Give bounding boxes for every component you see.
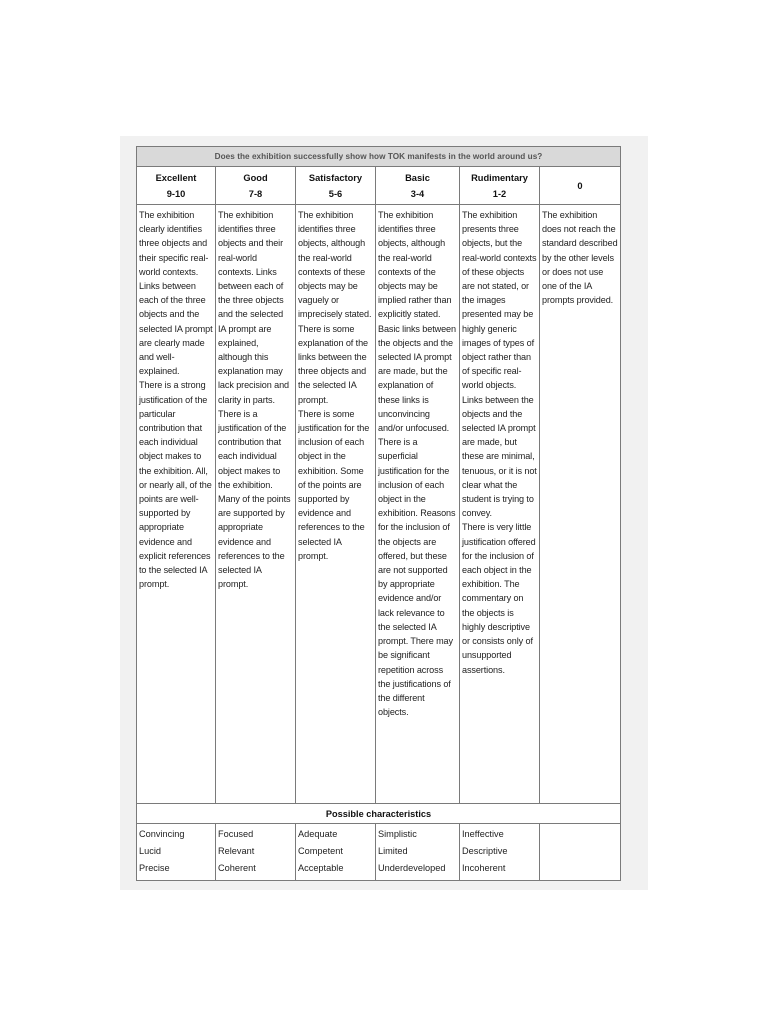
characteristics-row xyxy=(137,824,621,881)
descriptor-paragraph: There is a strong justification of the particular contribution that each individual object makes to the exhibition. All, or nearly all, of the points are well-supported by appropriate evidence and explicit references to the selected IA prompt. xyxy=(139,380,212,590)
descriptor-excellent xyxy=(137,205,216,804)
characteristic-word: Precise xyxy=(139,863,170,874)
characteristic-word: Convincing xyxy=(139,829,185,839)
level-range: 7-8 xyxy=(248,188,263,199)
characteristic-word: Limited xyxy=(378,846,408,857)
descriptor-paragraph: There is some justification for the inclusion of each object in the exhibition. Some of the points are supported by evidence and references to the selected IA prompt. xyxy=(298,408,370,561)
document-sheet xyxy=(120,136,648,890)
characteristic-word: Coherent xyxy=(218,863,256,874)
level-header-good xyxy=(216,167,296,205)
characteristics-basic xyxy=(376,824,460,881)
descriptor-paragraph: There is a justification of the contribution that each individual object makes to the exhibition. Many of the points are supported by appropriate evidence and references to the selected IA prompt. xyxy=(218,408,291,590)
level-name: Excellent xyxy=(155,172,197,183)
level-header-row xyxy=(137,167,621,205)
level-header-satisfactory xyxy=(296,167,376,205)
characteristic-word: Lucid xyxy=(139,846,161,857)
characteristic-word: Descriptive xyxy=(462,846,508,857)
possible-characteristics-heading: Possible characteristics xyxy=(137,804,621,824)
characteristics-good xyxy=(216,824,296,881)
characteristic-word: Adequate xyxy=(298,829,338,839)
possible-characteristics-row xyxy=(137,804,621,824)
descriptor-rudimentary xyxy=(460,205,540,804)
level-header-rudimentary xyxy=(460,167,540,205)
level-name: Basic xyxy=(405,172,430,183)
level-range: 3-4 xyxy=(410,188,425,199)
characteristics-excellent xyxy=(137,824,216,881)
characteristics-zero xyxy=(540,824,621,881)
characteristic-word: Focused xyxy=(218,829,254,839)
characteristics-satisfactory xyxy=(296,824,376,881)
level-range: 1-2 xyxy=(492,188,507,199)
descriptor-paragraph: The exhibition clearly identifies three objects and their specific real-world contexts. Links between each of the three objects and the selected IA prompt are clearly made and well-explained. xyxy=(139,210,213,377)
level-name: Satisfactory xyxy=(308,172,363,183)
level-header-basic xyxy=(376,167,460,205)
level-header-zero xyxy=(540,167,621,205)
descriptor-paragraph: The exhibition identifies three objects, although the real-world contexts of the objects may be implied rather than explicitly stated. Basic links between the objects and the selected IA prompt are made, but the explanation of these links is unconvincing and/or unfocused. xyxy=(378,210,456,434)
characteristic-word: Competent xyxy=(298,846,343,857)
descriptor-zero xyxy=(540,205,621,804)
descriptor-paragraph: The exhibition presents three objects, but the real-world contexts of these objects are not stated, or the images presented may be highly generic images of types of object rather than of specific real-world objects. Links between the objects and the selected IA prompt are made, but these are minimal, tenuous, or it is not clear what the student is trying to convey. xyxy=(462,210,537,519)
characteristics-rudimentary xyxy=(460,824,540,881)
descriptor-good xyxy=(216,205,296,804)
level-range: 0 xyxy=(577,180,583,191)
level-range: 9-10 xyxy=(166,188,186,199)
characteristic-word: Relevant xyxy=(218,846,255,857)
descriptor-paragraph: The exhibition identifies three objects, although the real-world contexts of these objects may be vaguely or imprecisely stated. There is some explanation of the links between the three objects and the selected IA prompt. xyxy=(298,210,372,405)
characteristic-word: Acceptable xyxy=(298,863,344,874)
descriptor-row xyxy=(137,205,621,804)
characteristic-word: Incoherent xyxy=(462,863,506,874)
characteristic-word: Underdeveloped xyxy=(378,863,446,874)
descriptor-satisfactory xyxy=(296,205,376,804)
characteristic-word: Ineffective xyxy=(462,829,504,839)
level-name: Rudimentary xyxy=(471,172,528,183)
assessment-rubric-table xyxy=(136,146,621,881)
descriptor-paragraph: There is a superficial justification for the inclusion of each object in the exhibition. Reasons for the inclusion of the objects are offered, but these are not supported by appropriate evidence and/or lack relevance to the selected IA prompt. There may be significant repetition across the justifications of the different objects. xyxy=(378,437,456,718)
descriptor-basic xyxy=(376,205,460,804)
rubric-question: Does the exhibition successfully show how TOK manifests in the world around us? xyxy=(137,147,621,167)
descriptor-paragraph: There is very little justification offered for the inclusion of each object in the exhibition. The commentary on the objects is highly descriptive or consists only of unsupported assertions. xyxy=(462,522,536,675)
question-row xyxy=(137,147,621,167)
descriptor-paragraph: The exhibition identifies three objects and their real-world contexts. Links between each of the three objects and the selected IA prompt are explained, although this explanation may lack precision and clarity in parts. xyxy=(218,210,289,405)
level-range: 5-6 xyxy=(328,188,343,199)
characteristic-word: Simplistic xyxy=(378,829,417,839)
level-name: Good xyxy=(243,172,268,183)
descriptor-paragraph: The exhibition does not reach the standard described by the other levels or does not use one of the IA prompts provided. xyxy=(542,210,618,306)
level-header-excellent xyxy=(137,167,216,205)
